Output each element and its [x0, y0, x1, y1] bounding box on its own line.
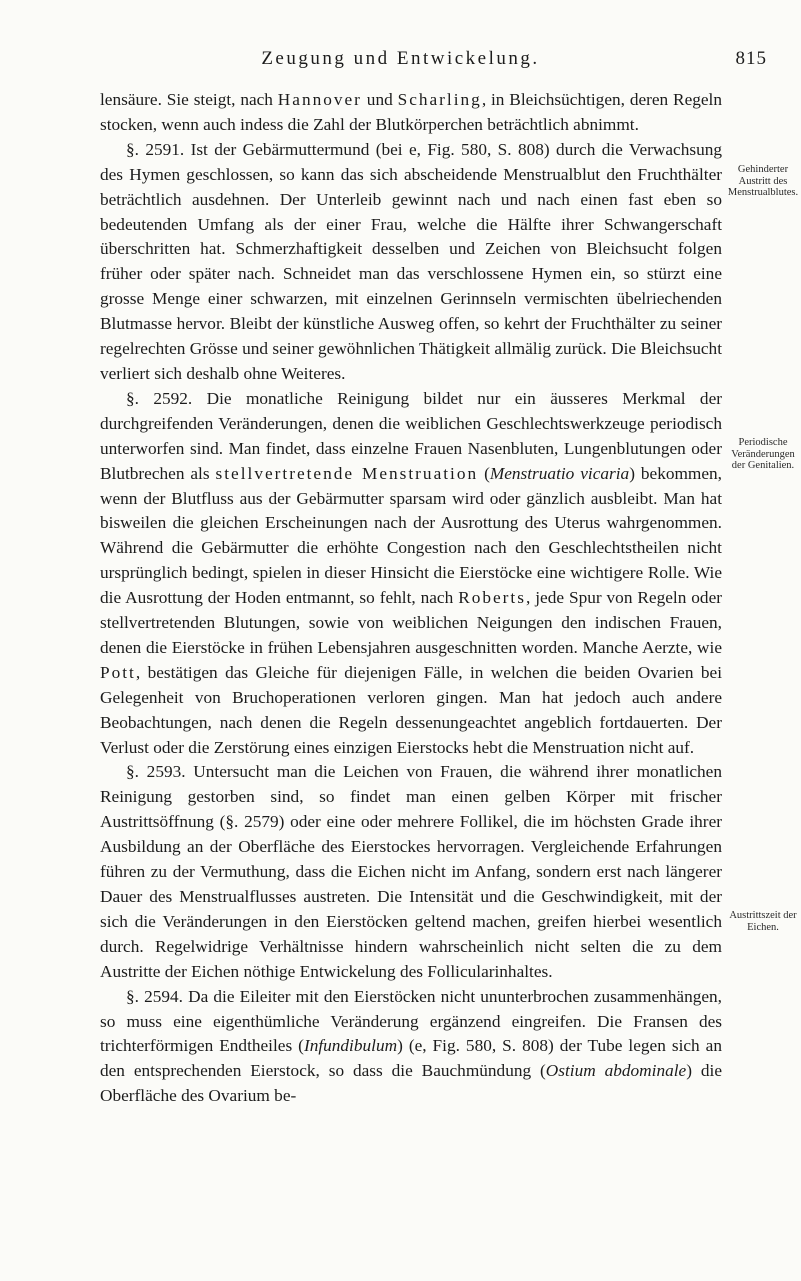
text-run: und [361, 90, 398, 109]
spaced-name: Hannover [277, 90, 362, 109]
spaced-name: Scharling [397, 90, 482, 109]
paragraph [100, 387, 722, 761]
spaced-name: stellvertretende Menstruation [215, 463, 479, 483]
spaced-name: Roberts [458, 588, 526, 608]
paragraph [100, 88, 722, 138]
text-run: ) bekommen, wenn der Blutfluss aus der Gebärmutter sparsam wird oder gänzlich ausbleibt. Man hat bisweilen die gleichen Erscheinungen nach der Ausrottung des Uterus wahrgenommen. Während die Gebärmutter die erhöhte Congestion nach den Geschlechtstheilen nicht ursprünglich bedingt, spielen in dieser Hinsicht die Eierstöcke eine wichtigere Rolle. Wie die Ausrottung der Hoden entmannt, so fehlt, nach [100, 463, 722, 608]
italic-term: Menstruatio vicaria [489, 463, 630, 483]
paragraph [100, 985, 722, 1110]
margin-note-ovulation-time: Austrittszeit der Eichen. [729, 910, 797, 933]
text-run: ( [478, 463, 490, 483]
paragraph [100, 760, 722, 984]
spaced-name: Pott [100, 662, 136, 682]
text-run: §. 2593. Untersucht man die Leichen von Frauen, die während ihrer monatlichen Reinigung gestorben sind, so findet man einen gelben Körper mit frischer Austrittsöffnung (§. 2579) oder eine oder mehrere Follikel, die im höchsten Grade ihrer Ausbildung an der Oberfläche des Eierstockes hervorragen. Vergleichende Erfahrungen führen zu der Vermuthung, dass die Eichen nicht im Anfang, sondern erst nach längerer Dauer des Menstrualflusses austreten. Die Intensität und die Geschwindigkeit, mit der sich die Veränderungen in den Eierstöcken geltend machen, greifen hierbei wesentlich durch. Regelwidrige Verhältnisse hindern wahrscheinlich nicht selten die zu dem Austritte der Eichen nöthige Entwickelung des Follicularinhaltes. [100, 762, 722, 981]
text-run: ) die Oberfläche des Ovarium be- [100, 1061, 722, 1106]
text-run: §. 2592. Die monatliche Reinigung bildet nur ein äusseres Merkmal der durchgreifenden Veränderungen, denen die weiblichen Geschlechtswerkzeuge periodisch unterworfen sind. Man findet, dass einzelne Frauen Nasenbluten, Lungenblutungen oder Blutbrechen als [100, 388, 722, 483]
paragraph [100, 138, 722, 387]
text-run: , bestätigen das Gleiche für diejenigen Fälle, in welchen die beiden Ovarien bei Gelegenheit von Bruchoperationen verloren gingen. Man hat jedoch auch andere Beobachtungen, nach denen die Regeln dessenungeachtet angeblich fortdauerten. Der Verlust oder die Zerstörung eines einzigen Eierstocks hebt die Menstruation nicht auf. [100, 662, 722, 757]
margin-note-periodic-changes: Periodische Veränderungen der Genitalien. [731, 437, 795, 471]
page-number: 815 [735, 48, 767, 69]
text-run: §. 2594. Da die Eileiter mit den Eierstöcken nicht ununterbrochen zusammenhängen, so muss eine eigenthümliche Veränderung ergänzend eingreifen. Die Fransen des trichterförmigen Endtheiles ( [100, 986, 722, 1056]
text-run: , in Bleichsüchtigen, deren Regeln stocken, wenn auch indess die Zahl der Blutkörperchen beträchtlich abnimmt. [100, 90, 722, 134]
running-title: Zeugung und Entwickelung. [261, 48, 540, 69]
text-run: , jede Spur von Regeln oder stellvertretenden Blutungen, sowie von weiblichen Neigungen den indischen Frauen, denen die Eierstöcke in frühen Lebensjahren ausgeschnitten worden. Manche Aerzte, wie [100, 588, 722, 657]
margin-note-obstructed-menses: Gehinderter Austritt des Menstrualblutes. [727, 164, 799, 198]
text-run: ) (e, Fig. 580, S. 808) der Tube legen sich an den entsprechenden Eierstock, so dass die Bauchmündung ( [100, 1036, 722, 1081]
running-head [0, 48, 801, 74]
italic-term: Ostium abdominale [545, 1061, 687, 1081]
italic-term: Infundibulum [303, 1036, 398, 1056]
body-text [100, 88, 722, 1109]
text-run: §. 2591. Ist der Gebärmuttermund (bei e, Fig. 580, S. 808) durch die Verwachsung des Hymen geschlossen, so kann das sich abscheidende Menstrualblut den Fruchthälter beträchtlich ausdehnen. Der Unterleib gewinnt nach und nach einen fast eben so bedeutenden Umfang als der einer Frau, welche die Hälfte ihrer Schwangerschaft überschritten hat. Schmerzhaftigkeit desselben und Zeichen von Bleichsucht folgen früher oder später nach. Schneidet man das verschlossene Hymen ein, so stürzt eine grosse Menge einer schwarzen, mit einzelnen Gerinnseln vermischten übelriechenden Blutmasse hervor. Bleibt der künstliche Ausweg offen, so kehrt der Fruchthälter zu seiner regelrechten Grösse und seiner gewöhnlichen Thätigkeit allmälig zurück. Die Bleichsucht verliert sich deshalb ohne Weiteres. [100, 139, 722, 383]
text-run: lensäure. Sie steigt, nach [100, 90, 278, 109]
